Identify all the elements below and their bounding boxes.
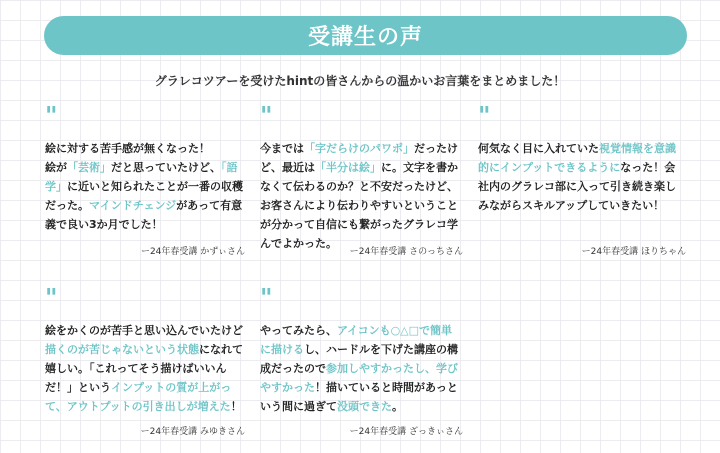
testimonial-card xyxy=(45,283,245,437)
testimonial-text xyxy=(45,321,245,416)
page-subtitle: グラレコツアーを受けたhintの皆さんからの温かいお言葉をまとめました！ xyxy=(154,74,566,88)
body-text: に近いと知られたことが一番の収穫だった。 xyxy=(45,180,243,212)
highlight-text: 「語学」 xyxy=(45,161,238,193)
highlight-text: 「半分は絵」 xyxy=(315,161,381,174)
testimonial-card xyxy=(478,101,686,257)
testimonial-attribution: ー24年春受講 かずぃさん xyxy=(140,247,245,257)
testimonial-text xyxy=(478,139,686,215)
body-text: 何気なく目に入れていた xyxy=(478,142,599,155)
testimonial-text xyxy=(45,139,245,234)
body-text: ！描いていると時間があっという間に過ぎて xyxy=(260,381,458,413)
page-title: 受講生の声 xyxy=(307,25,423,50)
highlight-text: マインドチェンジ xyxy=(89,199,177,212)
highlight-text: 描くのが苦じゃないという状態 xyxy=(45,343,199,356)
body-text: ！ xyxy=(230,400,242,413)
body-text: なった！会社内のグラレコ部に入って引き続き楽しみながらスキルアップしていきたい！ xyxy=(478,161,676,212)
quote-icon: " xyxy=(478,101,489,130)
body-text: 。 xyxy=(392,400,403,413)
highlight-text: 「芸術」 xyxy=(67,161,111,174)
quote-icon: " xyxy=(45,101,56,130)
quote-icon: " xyxy=(45,283,56,312)
body-text: があって有意義で良い3か月でした！ xyxy=(45,199,243,231)
body-text: 今までは xyxy=(260,142,304,155)
body-text: 絵をかくのが苦手と思い込んでいたけど xyxy=(45,324,243,337)
body-text: になれて嬉しい。「これってそう描けばいいんだ！」という xyxy=(45,343,243,394)
testimonial-attribution: ー24年春受講 ほりちゃん xyxy=(581,247,686,257)
testimonial-attribution: ー24年春受講 さのっちさん xyxy=(349,247,463,257)
testimonial-card xyxy=(45,101,245,257)
testimonial-attribution: ー24年春受講 ざっきぃさん xyxy=(349,427,463,437)
highlight-text: インプットの質が上がって、アウトプットの引き出しが増えた xyxy=(45,381,232,413)
body-text: 絵に対する苦手感が無くなった！ xyxy=(45,142,210,155)
testimonial-card xyxy=(260,283,463,437)
highlight-text: 没頭できた xyxy=(337,400,392,413)
highlight-text: 参加しやすかったし、学びやすかった xyxy=(260,362,458,394)
highlight-text: アイコンも○△□で簡単に描ける xyxy=(260,324,453,356)
body-text: だったけど、最近は xyxy=(260,142,458,174)
quote-icon: " xyxy=(260,101,271,130)
body-text: 絵が xyxy=(45,161,67,174)
testimonial-text xyxy=(260,321,463,416)
testimonial-text xyxy=(260,139,463,253)
body-text: だと思っていたけど、 xyxy=(111,161,221,174)
page-banner xyxy=(44,16,687,55)
testimonial-card xyxy=(260,101,463,257)
body-text: やってみたら、 xyxy=(260,324,337,337)
body-text: に。文字を書かなくて伝わるのか？と不安だったけど、お客さんにより伝わりやすいということが分かって自信にも繋がったグラレコ学んでよかった。 xyxy=(260,161,458,250)
quote-icon: " xyxy=(260,283,271,312)
body-text: し、ハードルを下げた講座の構成だったので xyxy=(260,343,458,375)
testimonial-attribution: ー24年春受講 みゆきさん xyxy=(140,427,245,437)
highlight-text: 「字だらけのパワポ」 xyxy=(304,142,414,155)
highlight-text: 視覚情報を意識的にインプットできるように xyxy=(478,142,676,174)
